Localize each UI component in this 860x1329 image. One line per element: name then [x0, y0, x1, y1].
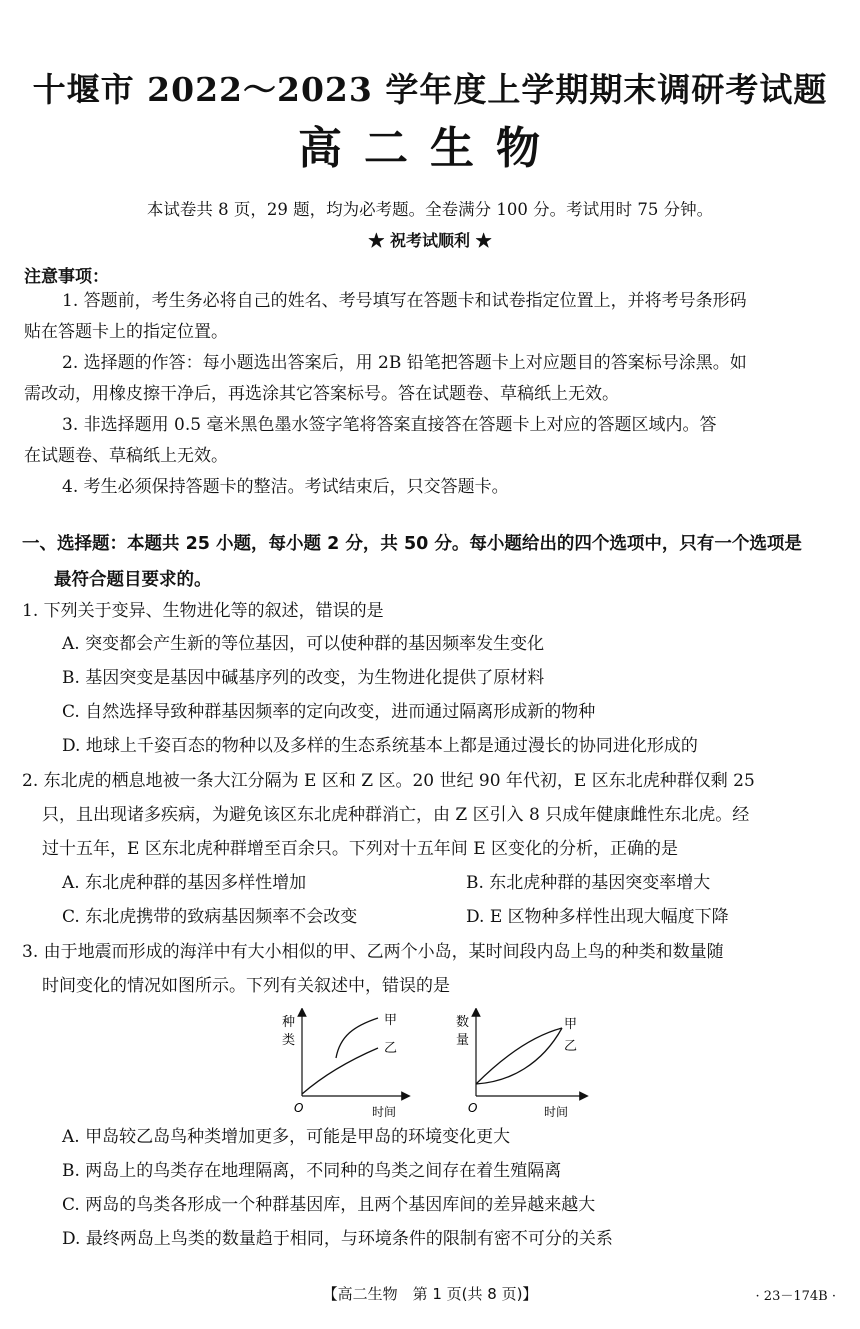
q2-stem-1: 2. 东北虎的栖息地被一条大江分隔为 E 区和 Z 区。20 世纪 90 年代初，E 区东北虎种群仅剩 25	[22, 771, 755, 791]
q3-option-a: A. 甲岛较乙岛鸟种类增加更多，可能是甲岛的环境变化更大	[62, 1127, 511, 1147]
origin-label: O	[468, 1101, 478, 1115]
q1-option-b: B. 基因突变是基因中碱基序列的改变，为生物进化提供了原材料	[62, 668, 545, 688]
q2-option-c: C. 东北虎携带的致病基因频率不会改变	[62, 907, 358, 927]
exam-info: 本试卷共 8 页，29 题，均为必考题。全卷满分 100 分。考试用时 75 分钟。	[146, 200, 714, 219]
q2-stem-3: 过十五年，E 区东北虎种群增至百余只。下列对十五年间 E 区变化的分析，正确的是	[42, 839, 679, 859]
q3-option-b: B. 两岛上的鸟类存在地理隔离，不同种的鸟类之间存在着生殖隔离	[62, 1161, 562, 1181]
notice-line-3: 2. 选择题的作答：每小题选出答案后，用 2B 铅笔把答题卡上对应题目的答案标号涂黑。如	[62, 353, 747, 373]
series-yi-label: 乙	[564, 1039, 578, 1054]
notice-line-4: 需改动，用橡皮擦干净后，再选涂其它答案标号。答在试题卷、草稿纸上无效。	[24, 384, 619, 404]
notice-heading: 注意事项：	[24, 267, 109, 287]
origin-label: O	[294, 1101, 304, 1115]
exam-title: 十堰市 2022～2023 学年度上学期期末调研考试题	[32, 70, 828, 109]
section-heading-cont: 最符合题目要求的。	[54, 570, 212, 590]
curve-yi	[476, 1028, 562, 1084]
q2-option-d: D. E 区物种多样性出现大幅度下降	[466, 907, 729, 927]
q1-option-c: C. 自然选择导致种群基因频率的定向改变，进而通过隔离形成新的物种	[62, 702, 596, 722]
curve-jia	[336, 1018, 378, 1058]
q3-stem-2: 时间变化的情况如图所示。下列有关叙述中，错误的是	[42, 976, 450, 996]
y-label-1: 数	[456, 1015, 470, 1030]
notice-line-2: 贴在答题卡上的指定位置。	[24, 322, 228, 342]
good-luck-line: ★ 祝考试顺利 ★	[368, 231, 492, 250]
q3-option-d: D. 最终两岛上鸟类的数量趋于相同，与环境条件的限制有密不可分的关系	[62, 1229, 613, 1249]
series-jia-label: 甲	[384, 1013, 398, 1028]
q2-option-a: A. 东北虎种群的基因多样性增加	[62, 873, 307, 893]
quantity-time-graph	[452, 1008, 602, 1120]
notice-line-1: 1. 答题前，考生务必将自己的姓名、考号填写在答题卡和试卷指定位置上，并将考号条形码	[62, 291, 747, 311]
y-label-1: 种	[282, 1015, 296, 1030]
q1-stem: 1. 下列关于变异、生物进化等的叙述，错误的是	[22, 601, 384, 621]
notice-line-5: 3. 非选择题用 0.5 毫米黑色墨水签字笔将答案直接答在答题卡上对应的答题区域内。答	[62, 415, 717, 435]
y-label-2: 类	[282, 1033, 296, 1048]
q3-stem-1: 3. 由于地震而形成的海洋中有大小相似的甲、乙两个小岛，某时间段内岛上鸟的种类和数量随	[22, 942, 724, 962]
x-label: 时间	[544, 1105, 569, 1119]
notice-line-6: 在试题卷、草稿纸上无效。	[24, 446, 228, 466]
series-jia-label: 甲	[564, 1017, 578, 1032]
curve-jia	[476, 1028, 562, 1084]
curve-yi	[302, 1048, 378, 1094]
x-label: 时间	[372, 1105, 397, 1119]
y-label-2: 量	[456, 1033, 470, 1048]
section-heading: 一、选择题：本题共 25 小题，每小题 2 分，共 50 分。每小题给出的四个选项中，只有一个选项是	[22, 534, 802, 554]
subject-title: 高二生物	[298, 123, 562, 174]
q1-option-d: D. 地球上千姿百态的物种以及多样的生态系统基本上都是通过漫长的协同进化形成的	[62, 736, 698, 756]
q2-stem-2: 只，且出现诸多疾病，为避免该区东北虎种群消亡，由 Z 区引入 8 只成年健康雌性东北虎。经	[42, 805, 750, 825]
notice-line-7: 4. 考生必须保持答题卡的整洁。考试结束后，只交答题卡。	[62, 477, 509, 497]
exam-code: · 23－174B ·	[755, 1289, 836, 1304]
species-time-graph	[270, 1008, 420, 1120]
q1-option-a: A. 突变都会产生新的等位基因，可以使种群的基因频率发生变化	[62, 634, 545, 654]
series-yi-label: 乙	[384, 1041, 398, 1056]
page-footer: 【高二生物 第 1 页(共 8 页)】	[322, 1285, 538, 1303]
q2-option-b: B. 东北虎种群的基因突变率增大	[466, 873, 711, 893]
q3-option-c: C. 两岛的鸟类各形成一个种群基因库，且两个基因库间的差异越来越大	[62, 1195, 596, 1215]
